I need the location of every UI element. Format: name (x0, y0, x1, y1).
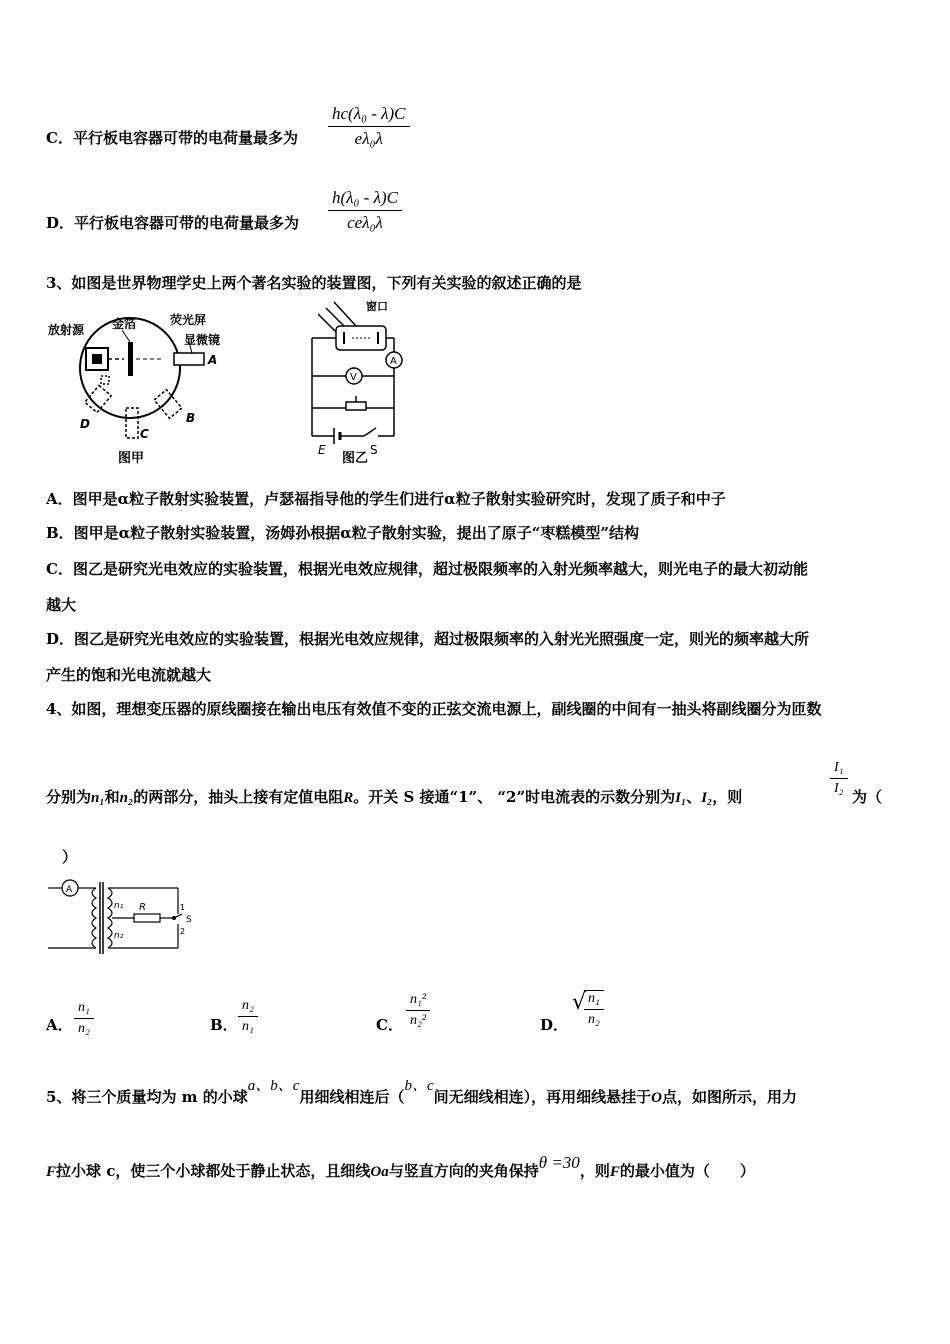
voltmeter-label: V (350, 372, 357, 383)
q4-R: R (343, 790, 354, 806)
q3-option-c-line2: 越大 (46, 596, 77, 614)
caption-yi: 图乙 (342, 451, 369, 466)
fig4-terminal-1: 1 (180, 903, 186, 912)
q4-ratio: I₁ I₂ (830, 760, 848, 797)
q4-stem-line1: 4、如图，理想变压器的原线圈接在输出电压有效值不变的正弦交流电源上，副线圈的中间有一抽头将副线圈分为匝数 (46, 700, 822, 718)
q4-n1: n₁ (91, 790, 105, 806)
q5-line1: 5、将三个质量均为 m 的小球a、b、c用细线相连后（b、c间无细线相连），再用细线悬挂于O点，如图所示，用力 (46, 1078, 797, 1106)
label-A: A (208, 353, 218, 367)
q3-option-d-line1: D．图乙是研究光电效应的实验装置，根据光电效应规律，超过极限频率的入射光光照强度一定，则光的频率越大所 (46, 630, 810, 648)
option-c-formula (328, 104, 410, 149)
option-c-label: C． (46, 129, 73, 147)
fig4-ammeter: A (66, 885, 73, 895)
label-microscope: 显微镜 (184, 333, 221, 347)
ammeter-label: A (390, 356, 397, 367)
q4-option-c-formula: n₁² n₂² (406, 992, 430, 1029)
q4-I1: I₁ (675, 790, 687, 806)
q3-option-d-line2: 产生的饱和光电流就越大 (46, 666, 212, 684)
q3-option-c-line1: C．图乙是研究光电效应的实验装置，根据光电效应规律，超过极限频率的入射光频率越大，则光电子的最大初动能 (46, 560, 808, 578)
fig4-S: S (186, 915, 192, 925)
label-S: S (370, 443, 378, 457)
q5-Oa: Oa (370, 1164, 389, 1180)
option-c-numerator: hc(λ₀ - λ)C (332, 104, 406, 123)
label-source: 放射源 (48, 323, 85, 337)
option-d (46, 212, 299, 233)
option-d-text: 平行板电容器可带的电荷量最多为 (74, 214, 300, 232)
q4-option-a-formula: n₁ n₂ (74, 1000, 94, 1037)
q4-n2: n₂ (119, 790, 134, 806)
figure-jia (44, 308, 244, 468)
q3-option-a: A．图甲是α粒子散射实验装置，卢瑟福指导他的学生们进行α粒子散射实验研究时，发现了质子和中子 (46, 490, 726, 508)
option-d-denominator: ceλ₀λ (347, 213, 383, 232)
figure-transformer (46, 872, 206, 958)
option-d-formula (328, 188, 402, 233)
label-D: D (80, 417, 90, 431)
q3-option-b: B．图甲是α粒子散射实验装置，汤姆孙根据α粒子散射实验，提出了原子“枣糕模型”结构 (46, 524, 640, 542)
option-c (46, 127, 298, 148)
q4-option-b-label: B． (210, 1016, 238, 1034)
q5-O: O (651, 1090, 662, 1106)
caption-jia: 图甲 (118, 451, 145, 466)
fig4-terminal-2: 2 (180, 927, 186, 936)
label-E: E (318, 443, 326, 457)
q5-bc: b、c (404, 1078, 434, 1094)
fig4-R: R (139, 902, 146, 913)
q5-F: F (46, 1164, 57, 1180)
q5-line2: F拉小球 c，使三个小球都处于静止状态，且细线Oa与竖直方向的夹角保持θ =30，则F的最小值为（ ） (46, 1153, 755, 1180)
q5-balls: a、b、c (247, 1078, 300, 1094)
label-C: C (140, 427, 149, 441)
option-d-label: D． (46, 214, 75, 232)
option-c-text: 平行板电容器可带的电荷量最多为 (72, 129, 298, 147)
sqrt-icon: √ (572, 990, 587, 1015)
label-B: B (186, 411, 196, 425)
label-window: 窗口 (366, 300, 388, 313)
q5-F2: F (609, 1164, 620, 1180)
option-c-denominator: eλ₀λ (354, 129, 383, 148)
option-d-numerator: h(λ₀ - λ)C (332, 188, 398, 207)
fig4-n2: n₂ (114, 931, 124, 941)
q4-option-d-formula: n₁ n₂ (584, 990, 604, 1028)
q4-stem-end: 为（ (852, 788, 883, 806)
fig4-n1: n₁ (114, 901, 124, 911)
q4-option-d-label: D． (540, 1016, 569, 1034)
q4-I2: I₂ (701, 790, 713, 806)
figure-yi (304, 298, 414, 468)
label-screen: 荧光屏 (170, 313, 207, 327)
q4-option-c-label: C． (376, 1016, 403, 1034)
q4-option-b-formula: n₂ n₁ (238, 998, 258, 1035)
q4-close-paren: ） (62, 848, 78, 866)
q4-option-a-label: A． (46, 1016, 73, 1034)
q4-stem-line2: 分别为n₁和n₂的两部分，抽头上接有定值电阻R。开关 S 接通“1”、 “2”时电流表的示数分别为I₁、I₂，则 (46, 788, 743, 806)
label-foil: 金箔 (112, 317, 137, 331)
q5-theta: θ =30 (538, 1153, 580, 1172)
q3-stem: 3、如图是世界物理学史上两个著名实验的装置图，下列有关实验的叙述正确的是 (46, 274, 582, 292)
